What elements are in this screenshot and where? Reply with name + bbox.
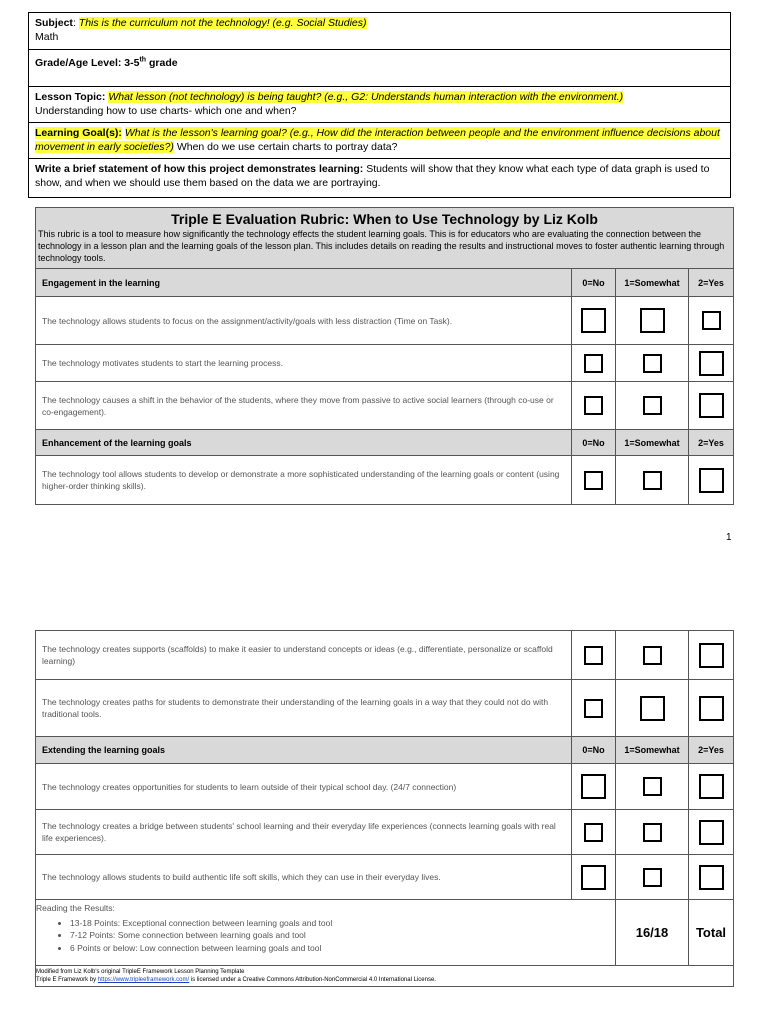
- checkbox-somewhat[interactable]: [643, 868, 662, 887]
- checkbox-yes[interactable]: [699, 820, 724, 845]
- rubric-item-row: The technology creates opportunities for students to learn outside of their typical school day. (24/7 connection): [36, 764, 733, 810]
- checkbox-somewhat[interactable]: [643, 471, 662, 490]
- checkbox-no[interactable]: [581, 865, 606, 890]
- page-number: 1: [726, 532, 732, 543]
- results-row: [36, 900, 733, 966]
- rubric-header: [36, 208, 733, 269]
- rubric-item-row: The technology creates a bridge between students' school learning and their everyday life experiences (connects learning goals with real life experiences).: [36, 810, 733, 855]
- checkbox-no[interactable]: [584, 354, 603, 373]
- section-engagement: Engagement in the learning 0=No 1=Somewhat 2=Yes: [36, 269, 733, 297]
- statement-label: Write a brief statement of how this project demonstrates learning:: [35, 163, 364, 175]
- rubric-item-row: The technology creates supports (scaffolds) to make it easier to understand concepts or ideas (e.g., differentiate, personalize or scaffold learning): [36, 631, 733, 680]
- goal-row: [29, 123, 730, 159]
- checkbox-no[interactable]: [584, 396, 603, 415]
- topic-label: Lesson Topic:: [35, 91, 106, 103]
- rubric-item-row: The technology causes a shift in the behavior of the students, where they move from passive to active social learners (through co-use or co-engagement).: [36, 382, 733, 430]
- col-yes-label: 2=Yes: [698, 745, 724, 755]
- subject-hint: This is the curriculum not the technology! (e.g. Social Studies): [78, 17, 367, 29]
- grade-label: Grade/Age Level: 3-5th grade: [35, 56, 178, 69]
- checkbox-somewhat[interactable]: [643, 396, 662, 415]
- goal-hint: What is the lesson's learning goal? (e.g., How did the interaction between people and the environment influence decisions about movement in early societies?): [35, 127, 720, 153]
- checkbox-no[interactable]: [581, 774, 606, 799]
- col-yes-label: 2=Yes: [698, 277, 724, 288]
- footer-link[interactable]: https://www.tripleeframework.com/: [97, 977, 190, 983]
- footer-line-2: Triple E Framework by https://www.tripleeframework.com/ is licensed under a Creative Commons Attribution-NonCommercial 4.0 International License.: [36, 977, 436, 983]
- col-no-label: 0=No: [572, 269, 616, 296]
- checkbox-yes[interactable]: [699, 351, 724, 376]
- rubric-table-page-1: [35, 207, 734, 505]
- subject-row: Subject: This is the curriculum not the technology! (e.g. Social Studies) Math: [29, 13, 730, 50]
- checkbox-somewhat[interactable]: [640, 308, 665, 333]
- topic-hint: What lesson (not technology) is being taught? (e.g., G2: Understands human interaction with the environment.): [108, 91, 624, 103]
- col-somewhat-label: 1=Somewhat: [616, 737, 689, 763]
- checkbox-yes[interactable]: [699, 393, 724, 418]
- checkbox-somewhat[interactable]: [640, 696, 665, 721]
- subject-label: Subject: [35, 17, 73, 29]
- checkbox-somewhat[interactable]: [643, 777, 662, 796]
- rubric-item-row: The technology allows students to focus on the assignment/activity/goals with less distraction (Time on Task).: [36, 297, 733, 345]
- results-heading: Reading the Results:: [36, 903, 115, 913]
- checkbox-no[interactable]: [581, 308, 606, 333]
- col-no-label: 0=No: [572, 737, 616, 763]
- goal-label: Learning Goal(s):: [35, 127, 122, 139]
- checkbox-no[interactable]: [584, 699, 603, 718]
- checkbox-somewhat[interactable]: [643, 646, 662, 665]
- results-list: [36, 917, 615, 955]
- checkbox-yes[interactable]: [699, 468, 724, 493]
- lesson-plan-table: [28, 12, 731, 198]
- rubric-item-row: The technology creates paths for students to demonstrate their understanding of the learning goals in a way that they could not do with traditional tools.: [36, 680, 733, 737]
- col-yes-label: 2=Yes: [698, 437, 724, 448]
- section-extending: Extending the learning goals 0=No 1=Somewhat 2=Yes: [36, 737, 733, 764]
- score-value: 16/18: [616, 900, 689, 965]
- checkbox-somewhat[interactable]: [643, 354, 662, 373]
- total-label: Total: [695, 925, 727, 940]
- rubric-item-row: The technology tool allows students to develop or demonstrate a more sophisticated understanding of the learning goals or content (using higher-order thinking skills).: [36, 456, 733, 505]
- checkbox-no[interactable]: [584, 646, 603, 665]
- checkbox-yes[interactable]: [699, 643, 724, 668]
- grade-row: [29, 50, 730, 87]
- topic-row: [29, 87, 730, 123]
- results-item: • 7-12 Points: Some connection between learning goals and tool: [70, 929, 615, 942]
- footer: [36, 966, 733, 987]
- checkbox-no[interactable]: [584, 471, 603, 490]
- col-somewhat-label: 1=Somewhat: [616, 430, 689, 455]
- statement-value: Students will show that they know what each type of data graph is used to show, and when we should use them based on the data we are portraying.: [35, 163, 710, 189]
- results-item: • 13-18 Points: Exceptional connection between learning goals and tool: [70, 917, 615, 930]
- checkbox-yes[interactable]: [699, 696, 724, 721]
- goal-value: When do we use certain charts to portray data?: [176, 141, 398, 153]
- section-enhancement: Enhancement of the learning goals 0=No 1=Somewhat 2=Yes: [36, 430, 733, 456]
- checkbox-no[interactable]: [584, 823, 603, 842]
- rubric-intro: This rubric is a tool to measure how significantly the technology effects the student learning goals. This is for educators who are evaluating the connection between the technology in a lesson plan and the learning goals of the lesson plan. This includes details on reading the results and instructional moves to foster authentic learning through technology tools.: [38, 229, 725, 263]
- col-no-label: 0=No: [572, 430, 616, 455]
- col-somewhat-label: 1=Somewhat: [616, 269, 689, 296]
- reading-results: [36, 900, 616, 965]
- topic-value: Understanding how to use charts- which one and when?: [35, 105, 297, 117]
- checkbox-yes[interactable]: [699, 774, 724, 799]
- subject-value: Math: [35, 31, 59, 43]
- rubric-title: Triple E Evaluation Rubric: When to Use Technology by Liz Kolb: [171, 211, 598, 227]
- checkbox-somewhat[interactable]: [643, 823, 662, 842]
- rubric-item-row: The technology allows students to build authentic life soft skills, which they can use in their everyday lives.: [36, 855, 733, 900]
- checkbox-yes[interactable]: [702, 311, 721, 330]
- footer-line-1: Modified from Liz Kolb's original TripleE Framework Lesson Planning Template: [36, 969, 245, 975]
- checkbox-yes[interactable]: [699, 865, 724, 890]
- statement-row: [29, 159, 730, 198]
- rubric-table-page-2: [35, 630, 734, 987]
- rubric-item-row: The technology motivates students to start the learning process.: [36, 345, 733, 382]
- results-item: • 6 Points or below: Low connection between learning goals and tool: [70, 942, 615, 955]
